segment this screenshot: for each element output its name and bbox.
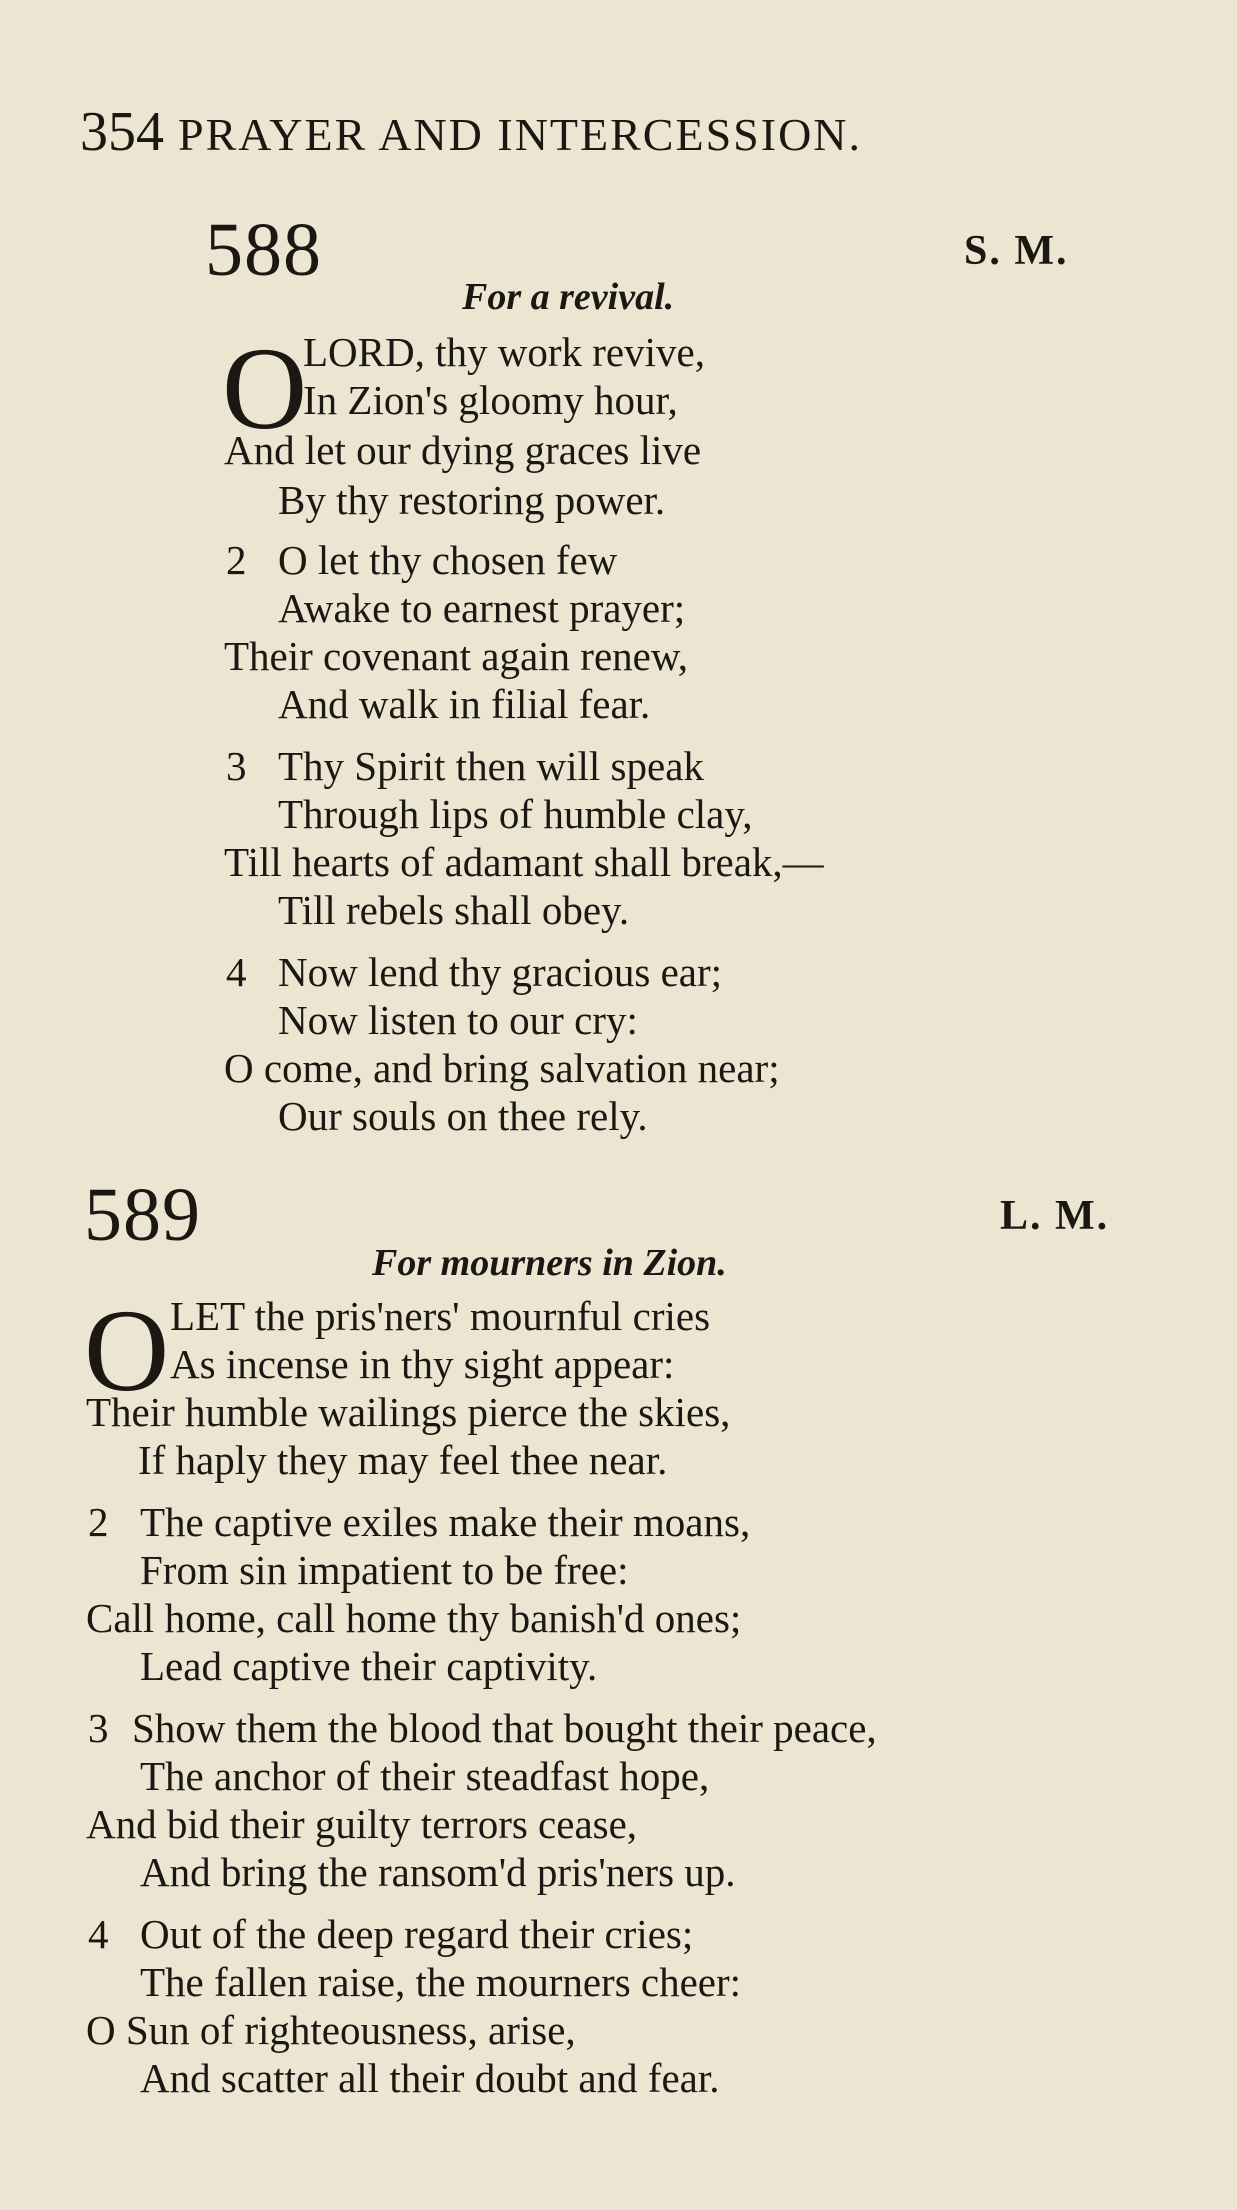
verse-line: O let thy chosen few [278, 537, 618, 583]
drop-cap: O [84, 1285, 170, 1416]
verse-line: Their humble wailings pierce the skies, [86, 1389, 731, 1435]
stanza-number: 4 [88, 1911, 109, 1957]
verse-line: If haply they may feel thee near. [138, 1437, 668, 1483]
hymn-number: 588 [205, 208, 322, 292]
running-header [80, 100, 1080, 164]
verse-line: LET the pris'ners' mournful cries [170, 1293, 711, 1339]
hymn-subtitle: For mourners in Zion. [372, 1242, 727, 1284]
verse-line: And walk in filial fear. [278, 681, 651, 727]
verse-line: Lead captive their captivity. [140, 1643, 598, 1689]
verse-line: Their covenant again renew, [224, 633, 689, 679]
verse-line: Now listen to our cry: [278, 997, 638, 1043]
stanza-number: 2 [88, 1499, 109, 1545]
hymn-meter: L. M. [1000, 1193, 1110, 1239]
verse-line: Till rebels shall obey. [278, 887, 630, 933]
verse-line: The captive exiles make their moans, [140, 1499, 751, 1545]
verse-line: LORD, thy work revive, [303, 329, 705, 375]
verse-line: Through lips of humble clay, [278, 791, 753, 837]
hymn-subtitle: For a revival. [462, 276, 675, 318]
drop-cap: O [222, 323, 308, 454]
verse-line: O Sun of righteousness, arise, [86, 2007, 576, 2053]
verse-line: Show them the blood that bought their peace, [132, 1705, 877, 1751]
verse-line: Thy Spirit then will speak [278, 743, 704, 789]
verse-line: Out of the deep regard their cries; [140, 1911, 694, 1957]
verse-line: In Zion's gloomy hour, [303, 377, 678, 423]
stanza-number: 2 [226, 537, 247, 583]
verse-line: And let our dying graces live [224, 427, 702, 473]
verse-line: Call home, call home thy banish'd ones; [86, 1595, 742, 1641]
stanza-number: 3 [88, 1705, 109, 1751]
verse-line: And bring the ransom'd pris'ners up. [140, 1849, 736, 1895]
verse-line: The fallen raise, the mourners cheer: [140, 1959, 742, 2005]
verse-line: Our souls on thee rely. [278, 1093, 648, 1139]
verse-line: O come, and bring salvation near; [224, 1045, 780, 1091]
stanza-number: 4 [226, 949, 247, 995]
verse-line: By thy restoring power. [278, 477, 666, 523]
verse-line: Awake to earnest prayer; [278, 585, 686, 631]
verse-line: The anchor of their steadfast hope, [140, 1753, 710, 1799]
page-number: 354 [80, 101, 164, 163]
verse-line: And bid their guilty terrors cease, [86, 1801, 638, 1847]
hymn-number: 589 [84, 1173, 201, 1257]
verse-line: And scatter all their doubt and fear. [140, 2055, 720, 2101]
verse-line: As incense in thy sight appear: [170, 1341, 675, 1387]
running-title: PRAYER AND INTERCESSION. [178, 109, 863, 160]
verse-line: Till hearts of adamant shall break,— [224, 839, 824, 885]
hymn-meter: S. M. [964, 228, 1069, 274]
verse-line: From sin impatient to be free: [140, 1547, 629, 1593]
verse-line: Now lend thy gracious ear; [278, 949, 723, 995]
stanza-number: 3 [226, 743, 247, 789]
